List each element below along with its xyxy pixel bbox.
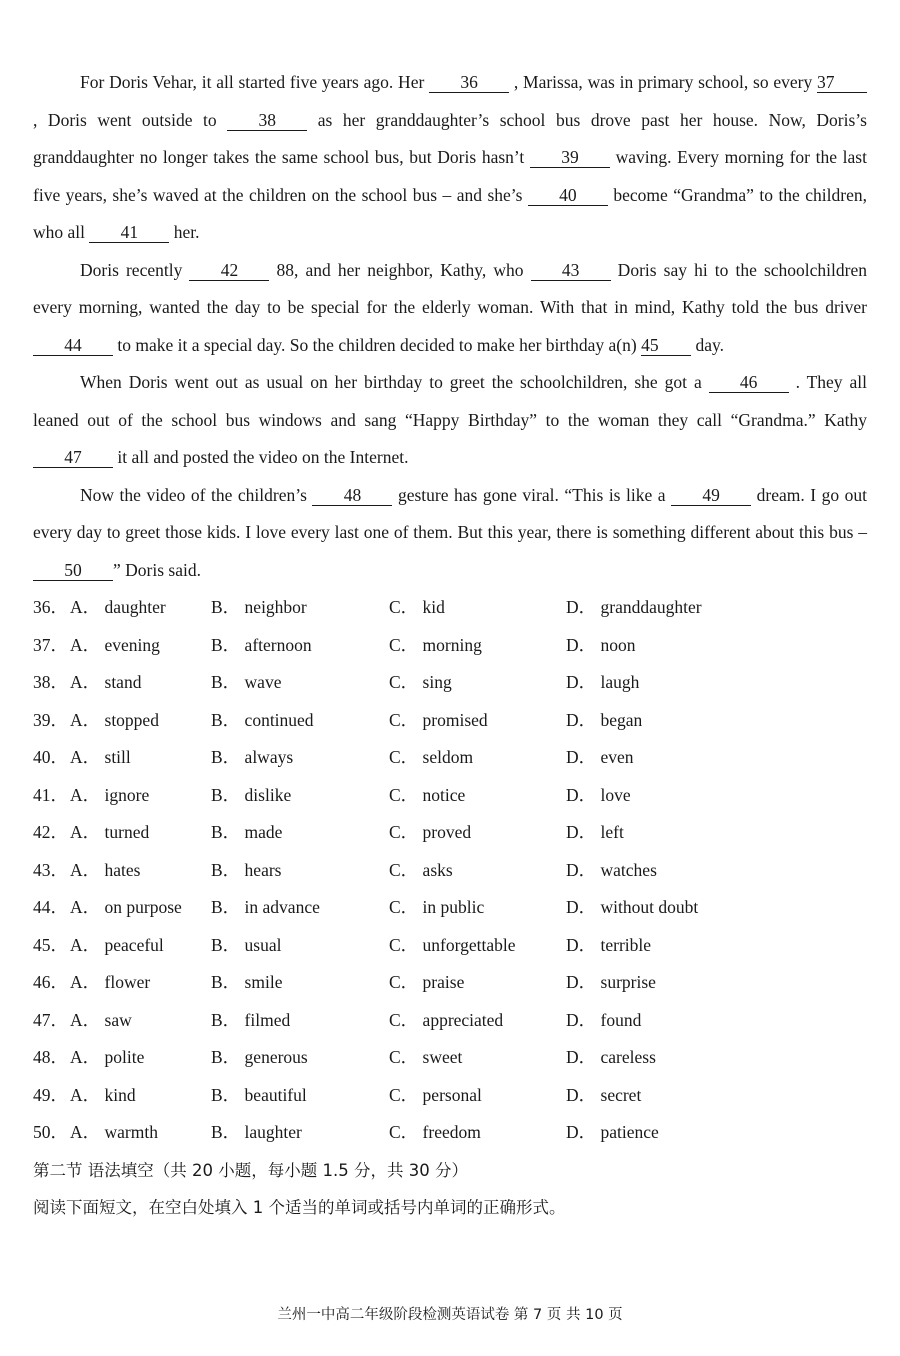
question-number: 41． bbox=[33, 784, 68, 805]
option-b: B． laughter bbox=[211, 1122, 302, 1142]
blank-44: 44 bbox=[33, 335, 113, 356]
option-d: D． surprise bbox=[566, 972, 656, 992]
option-c: C． unforgettable bbox=[389, 934, 516, 955]
passage-text: become “Grandma” to the children, who all bbox=[33, 184, 868, 242]
blank-47: 47 bbox=[33, 447, 113, 468]
option-a: A． flower bbox=[70, 972, 151, 992]
option-c: C． seldom bbox=[389, 747, 474, 767]
option-b: B． generous bbox=[211, 1047, 308, 1067]
question-number: 40． bbox=[33, 747, 68, 767]
option-d: D． granddaughter bbox=[566, 597, 702, 617]
option-c: C． morning bbox=[389, 634, 482, 655]
question-number: 38． bbox=[33, 672, 68, 692]
blank-41: 41 bbox=[89, 222, 169, 243]
option-c: C． appreciated bbox=[389, 1009, 504, 1030]
option-c: C． asks bbox=[389, 859, 453, 880]
passage-text: it all and posted the video on the Internet. bbox=[113, 447, 409, 467]
option-a: A． stopped bbox=[70, 709, 159, 730]
question-number: 46． bbox=[33, 972, 68, 992]
option-d: D． terrible bbox=[566, 934, 652, 955]
passage-text: dream. I go out every day to greet those kids. I love every last one of them. But this year, there is something different about this bus – bbox=[33, 484, 867, 542]
option-c: C． freedom bbox=[389, 1122, 481, 1142]
option-b: B． afternoon bbox=[211, 634, 312, 655]
passage-text: ” Doris said. bbox=[113, 559, 201, 580]
passage-text: Now the video of the children’s bbox=[80, 484, 313, 505]
blank-42: 42 bbox=[189, 260, 269, 281]
option-a: A． ignore bbox=[70, 784, 150, 805]
question-row bbox=[33, 1114, 867, 1152]
passage-text: For Doris Vehar, it all started five years ago. Her bbox=[80, 72, 430, 92]
passage-paragraph bbox=[33, 252, 867, 365]
exam-page bbox=[33, 64, 867, 1227]
question-row bbox=[33, 1077, 867, 1115]
blank-50: 50 bbox=[33, 560, 113, 581]
question-number: 50． bbox=[33, 1122, 68, 1142]
question-number: 36． bbox=[33, 597, 68, 617]
question-number: 48． bbox=[33, 1047, 68, 1067]
option-d: D． laugh bbox=[566, 672, 640, 692]
blank-39: 39 bbox=[530, 147, 610, 168]
question-number: 42． bbox=[33, 822, 68, 842]
question-row bbox=[33, 927, 867, 965]
option-b: B． continued bbox=[211, 709, 314, 730]
option-d: D． left bbox=[566, 822, 624, 842]
option-b: B． always bbox=[211, 747, 294, 767]
page-footer: 兰州一中高二年级阶段检测英语试卷 第 7 页 共 10 页 bbox=[277, 1307, 623, 1323]
option-b: B． usual bbox=[211, 934, 282, 955]
option-d: D． noon bbox=[566, 634, 636, 655]
question-row bbox=[33, 852, 867, 890]
option-a: A． hates bbox=[70, 859, 141, 880]
option-c: C． kid bbox=[389, 597, 445, 617]
passage-paragraph bbox=[33, 364, 867, 477]
option-c: C． sing bbox=[389, 672, 452, 692]
question-row bbox=[33, 889, 867, 927]
option-c: C． in public bbox=[389, 897, 485, 917]
blank-49: 49 bbox=[671, 485, 751, 506]
question-row bbox=[33, 964, 867, 1002]
question-row bbox=[33, 739, 867, 777]
blank-43: 43 bbox=[531, 260, 611, 281]
option-b: B． beautiful bbox=[211, 1084, 307, 1105]
option-b: B． neighbor bbox=[211, 597, 307, 617]
option-a: A． saw bbox=[70, 1009, 132, 1030]
option-c: C． sweet bbox=[389, 1047, 463, 1067]
option-a: A． stand bbox=[70, 672, 142, 692]
option-d: D． began bbox=[566, 709, 643, 730]
option-a: A． evening bbox=[70, 634, 160, 655]
option-d: D． watches bbox=[566, 859, 657, 880]
question-row bbox=[33, 1039, 867, 1077]
blank-36: 36 bbox=[429, 72, 509, 93]
section-title: 第二节 语法填空（共 20 小题，每小题 1.5 分，共 30 分） bbox=[33, 1160, 468, 1180]
question-row bbox=[33, 814, 867, 852]
passage-text: her. bbox=[169, 222, 200, 242]
option-c: C． notice bbox=[389, 784, 466, 805]
passage-text: gesture has gone viral. “This is like a bbox=[392, 484, 672, 505]
passage-paragraph bbox=[33, 64, 867, 252]
option-b: B． filmed bbox=[211, 1009, 291, 1030]
option-d: D． secret bbox=[566, 1084, 642, 1105]
blank-48: 48 bbox=[312, 485, 392, 506]
passage-text: When Doris went out as usual on her birthday to greet the schoolchildren, she got a bbox=[80, 372, 709, 392]
question-number: 39． bbox=[33, 709, 68, 730]
option-d: D． found bbox=[566, 1009, 642, 1030]
option-b: B． made bbox=[211, 822, 283, 842]
option-c: C． promised bbox=[389, 709, 488, 730]
option-b: B． smile bbox=[211, 972, 283, 992]
question-number: 45． bbox=[33, 934, 68, 955]
question-number: 43． bbox=[33, 859, 68, 880]
option-b: B． in advance bbox=[211, 897, 320, 917]
passage-text: , Doris went outside to bbox=[33, 109, 228, 130]
passage-text: . They all leaned out of the school bus windows and sang “Happy Birthday” to the woman they call “Grandma.” Kathy bbox=[33, 372, 867, 430]
option-a: A． still bbox=[70, 747, 131, 767]
question-row bbox=[33, 589, 867, 627]
passage-text: to make it a special day. So the children decided to make her birthday a(n) bbox=[113, 334, 642, 355]
option-a: A． warmth bbox=[70, 1122, 158, 1142]
option-a: A． on purpose bbox=[70, 897, 182, 917]
passage-text: waving. Every morning for the last five years, she’s waved at the children on the school bus – and she’s bbox=[33, 147, 867, 205]
question-row bbox=[33, 627, 867, 665]
option-c: C． personal bbox=[389, 1084, 482, 1105]
question-row bbox=[33, 702, 867, 740]
question-number: 49． bbox=[33, 1084, 68, 1105]
blank-46: 46 bbox=[709, 372, 789, 393]
question-row bbox=[33, 777, 867, 815]
blank-45: 45 bbox=[641, 335, 691, 356]
option-a: A． peaceful bbox=[70, 934, 164, 955]
option-a: A． polite bbox=[70, 1047, 145, 1067]
option-c: C． proved bbox=[389, 822, 472, 842]
section-instruction: 阅读下面短文，在空白处填入 1 个适当的单词或括号内单词的正确形式。 bbox=[33, 1198, 566, 1217]
answer-options bbox=[33, 589, 867, 1152]
option-d: D． without doubt bbox=[566, 897, 699, 917]
passage-text: as her granddaughter’s school bus drove past her house. Now, Doris’s granddaughter no longer takes the same school bus, but Doris hasn’t bbox=[33, 109, 867, 167]
passage-text: 88, and her neighbor, Kathy, who bbox=[269, 259, 531, 280]
question-number: 44． bbox=[33, 897, 68, 917]
option-d: D． careless bbox=[566, 1047, 656, 1067]
option-d: D． even bbox=[566, 747, 634, 767]
passage-text: Doris recently bbox=[80, 259, 190, 280]
question-row bbox=[33, 1002, 867, 1040]
cloze-passage bbox=[33, 64, 867, 589]
option-a: A． kind bbox=[70, 1084, 136, 1105]
question-row bbox=[33, 664, 867, 702]
passage-text: day. bbox=[691, 334, 724, 355]
option-b: B． hears bbox=[211, 859, 282, 880]
blank-40: 40 bbox=[528, 185, 608, 206]
question-number: 37． bbox=[33, 634, 68, 655]
option-b: B． dislike bbox=[211, 784, 292, 805]
blank-37: 37 bbox=[817, 72, 867, 93]
blank-38: 38 bbox=[227, 110, 307, 131]
option-c: C． praise bbox=[389, 972, 465, 992]
option-d: D． love bbox=[566, 784, 631, 805]
option-a: A． daughter bbox=[70, 597, 166, 617]
passage-text: , Marissa, was in primary school, so every bbox=[509, 72, 817, 92]
passage-paragraph bbox=[33, 477, 867, 590]
option-b: B． wave bbox=[211, 672, 282, 692]
question-number: 47． bbox=[33, 1009, 68, 1030]
option-d: D． patience bbox=[566, 1122, 659, 1142]
option-a: A． turned bbox=[70, 822, 150, 842]
passage-text: Doris say hi to the schoolchildren every morning, wanted the day to be special for the elderly woman. With that in mind, Kathy told the bus driver bbox=[33, 259, 867, 317]
